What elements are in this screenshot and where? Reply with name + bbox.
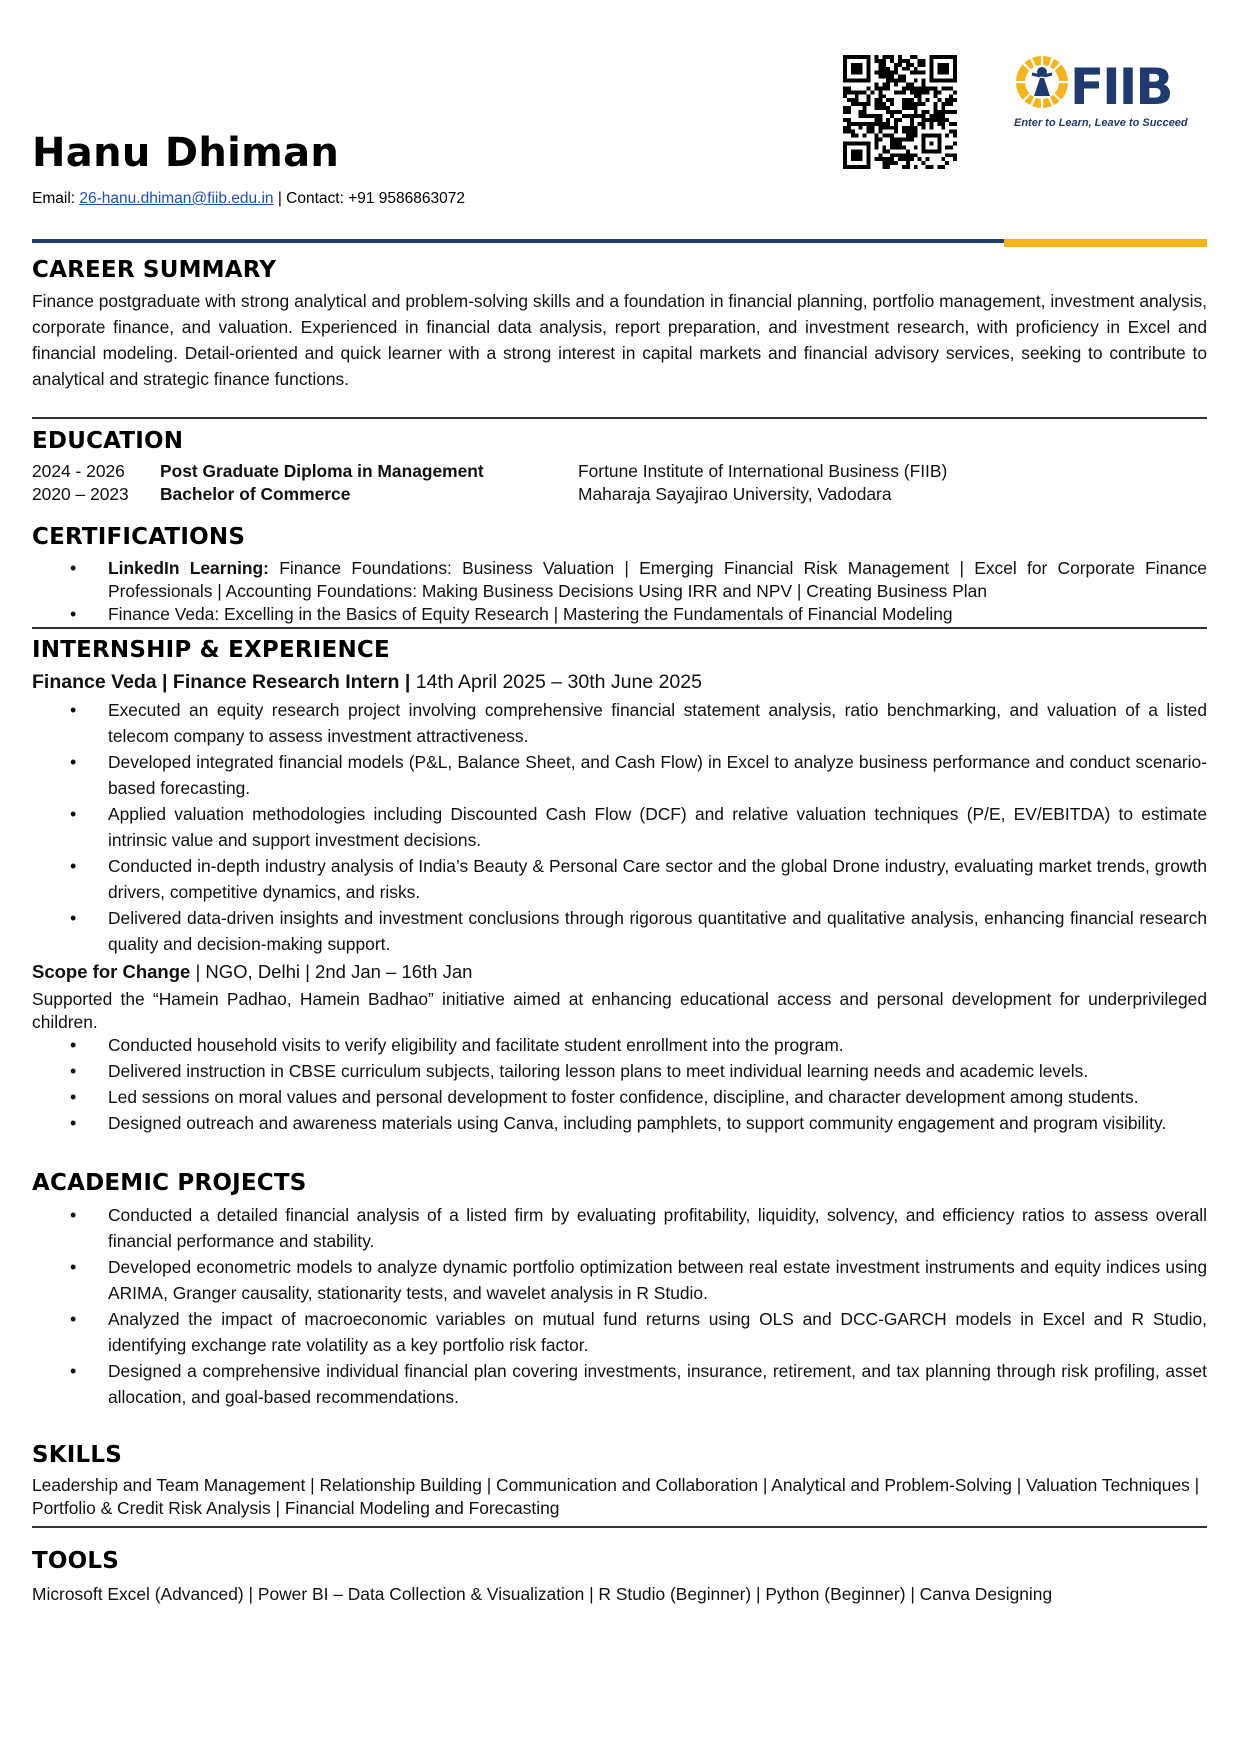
list-item: • Conducted household visits to verify eligibility and facilitate student enrollment into the program. bbox=[32, 1032, 1207, 1058]
logo-tagline: Enter to Learn, Leave to Succeed bbox=[1014, 117, 1188, 129]
skills-heading: SKILLS bbox=[32, 1442, 123, 1468]
career-summary-heading: CAREER SUMMARY bbox=[32, 257, 277, 283]
skills-text: Leadership and Team Management | Relationship Building | Communication and Collaboration | Analytical and Problem-Solving | Valuation Techniques | Portfolio & Credit Risk Analysis | Financial Modeling and Forecasting bbox=[32, 1475, 1200, 1518]
list-item: • Designed a comprehensive individual financial plan covering investments, insurance, retirement, and tax planning through risk profiling, asset allocation, and goal-based recommendations. bbox=[32, 1358, 1207, 1410]
education-years: 2020 – 2023 bbox=[32, 484, 129, 504]
list-item: • Finance Veda: Excelling in the Basics of Equity Research | Mastering the Fundamentals of Financial Modeling bbox=[32, 603, 1207, 626]
contact-line bbox=[32, 190, 465, 208]
list-item: • Conducted in-depth industry analysis of India’s Beauty & Personal Care sector and the global Drone industry, evaluating market trends, growth drivers, competitive dynamics, and risks. bbox=[32, 853, 1207, 905]
list-item: • Led sessions on moral values and personal development to foster confidence, discipline, and character development among students. bbox=[32, 1084, 1207, 1110]
education-degree: Post Graduate Diploma in Management bbox=[160, 461, 484, 481]
logo-wordmark: FIIB bbox=[1070, 58, 1172, 116]
education-degree: Bachelor of Commerce bbox=[160, 484, 351, 504]
list-item: • Developed econometric models to analyze dynamic portfolio optimization between real estate investment instruments and equity indices using ARIMA, Granger causality, stationarity tests, and wavelet analysis in R Studio. bbox=[32, 1254, 1207, 1306]
education-years: 2024 - 2026 bbox=[32, 461, 125, 481]
list-item: • LinkedIn Learning: Finance Foundations: Business Valuation | Emerging Financial Risk Management | Excel for Corporate Finance Professionals | Accounting Foundations: Making Business Decisions Using IRR and NPV | Creating Business Plan bbox=[32, 557, 1207, 603]
divider bbox=[32, 417, 1207, 419]
list-item: • Analyzed the impact of macroeconomic variables on mutual fund returns using OLS and DCC-GARCH models in Excel and R Studio, identifying exchange rate volatility as a key portfolio risk factor. bbox=[32, 1306, 1207, 1358]
career-summary-text: Finance postgraduate with strong analytical and problem-solving skills and a foundation in financial planning, portfolio management, investment analysis, corporate finance, and valuation. Experienced in financial data analysis, report preparation, and investment research, with proficiency in Excel and financial modeling. Detail-oriented and quick learner with a strong interest in capital markets and financial advisory services, seeking to contribute to analytical and strategic finance functions. bbox=[32, 291, 1207, 389]
contact-label: | Contact: bbox=[277, 190, 344, 207]
list-item: • Delivered data-driven insights and investment conclusions through rigorous quantitative and qualitative analysis, enhancing financial research quality and decision-making support. bbox=[32, 905, 1207, 957]
education-heading: EDUCATION bbox=[32, 428, 184, 454]
candidate-name: Hanu Dhiman bbox=[32, 130, 340, 176]
header-rule-gold bbox=[1004, 239, 1207, 247]
job-bullets bbox=[32, 697, 1207, 957]
email-link[interactable]: 26-hanu.dhiman@fiib.edu.in bbox=[79, 190, 274, 207]
list-item: • Delivered instruction in CBSE curriculum subjects, tailoring lesson plans to meet individual learning needs and academic levels. bbox=[32, 1058, 1207, 1084]
fiib-logo bbox=[1010, 52, 1200, 130]
list-item: • Conducted a detailed financial analysis of a listed firm by evaluating profitability, liquidity, solvency, and efficiency ratios to assess overall financial performance and stability. bbox=[32, 1202, 1207, 1254]
job-heading: Scope for Change | NGO, Delhi | 2nd Jan – 16th Jan bbox=[32, 961, 473, 982]
tools-text: Microsoft Excel (Advanced) | Power BI – Data Collection & Visualization | R Studio (Beginner) | Python (Beginner) | Canva Designing bbox=[32, 1584, 1053, 1604]
education-institution: Fortune Institute of International Business (FIIB) bbox=[578, 461, 948, 481]
projects-list bbox=[32, 1202, 1207, 1410]
job-bullets bbox=[32, 1032, 1207, 1136]
projects-heading: ACADEMIC PROJECTS bbox=[32, 1170, 307, 1196]
job-intro: Supported the “Hamein Padhao, Hamein Badhao” initiative aimed at enhancing educational access and personal development for underprivileged children. bbox=[32, 989, 1207, 1032]
job-heading: Finance Veda | Finance Research Intern | 14th April 2025 – 30th June 2025 bbox=[32, 671, 702, 693]
header-rule-navy bbox=[32, 239, 1004, 243]
email-label: Email: bbox=[32, 190, 76, 207]
certifications-list bbox=[32, 557, 1207, 626]
certifications-heading: CERTIFICATIONS bbox=[32, 524, 246, 550]
experience-heading: INTERNSHIP & EXPERIENCE bbox=[32, 637, 390, 663]
list-item: • Applied valuation methodologies including Discounted Cash Flow (DCF) and relative valuation techniques (P/E, EV/EBITDA) to estimate intrinsic value and support investment decisions. bbox=[32, 801, 1207, 853]
list-item: • Designed outreach and awareness materials using Canva, including pamphlets, to support community engagement and program visibility. bbox=[32, 1110, 1207, 1136]
phone-number: +91 9586863072 bbox=[348, 190, 466, 207]
divider bbox=[32, 1526, 1207, 1528]
qr-code-icon bbox=[843, 55, 957, 169]
sunburst-icon bbox=[1014, 54, 1070, 110]
list-item: • Executed an equity research project involving comprehensive financial statement analysis, ratio benchmarking, and valuation of a listed telecom company to assess investment attractiveness. bbox=[32, 697, 1207, 749]
divider bbox=[32, 627, 1207, 629]
education-institution: Maharaja Sayajirao University, Vadodara bbox=[578, 484, 892, 504]
tools-heading: TOOLS bbox=[32, 1548, 120, 1574]
list-item: • Developed integrated financial models (P&L, Balance Sheet, and Cash Flow) in Excel to analyze business performance and conduct scenario-based forecasting. bbox=[32, 749, 1207, 801]
